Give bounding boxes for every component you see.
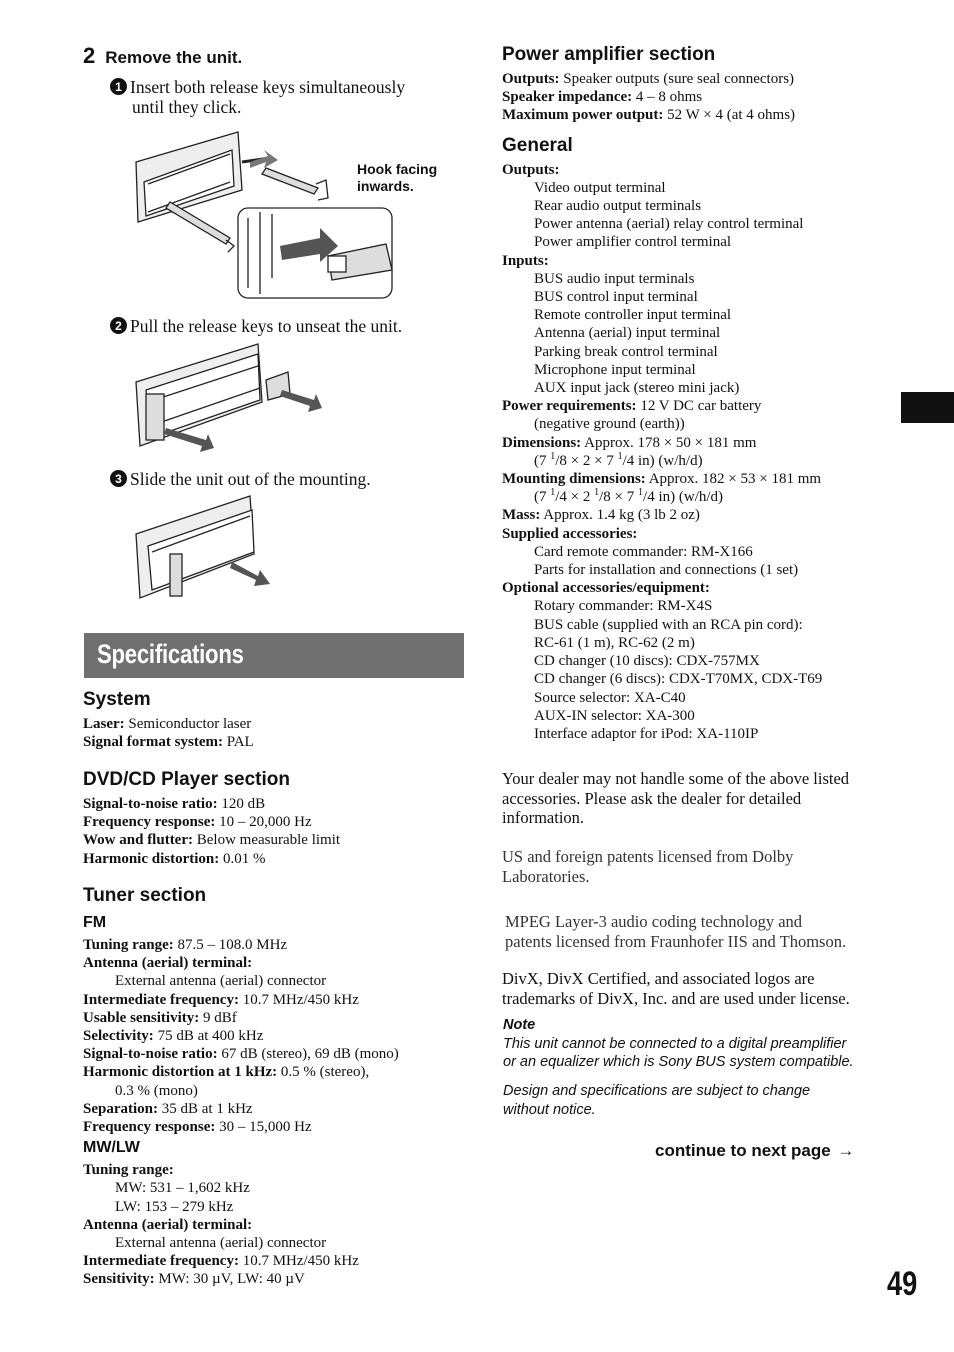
mwlw-antenna-value: External antenna (aerial) connector [115,1235,327,1252]
gen-optional-item: Interface adaptor for iPod: XA-110IP [534,725,759,742]
gen-mass-row [502,506,902,524]
gen-dimensions-label: Dimensions: [502,434,582,451]
fm-frequency-row [83,1118,465,1136]
gen-power-label: Power requirements: [502,398,637,415]
dim-in-part: /8 × 2 × 7 [555,452,618,469]
pa-outputs-label: Outputs: [502,71,560,87]
note-heading: Note [503,1017,536,1033]
pa-impedance-label: Speaker impedance: [502,89,633,106]
signal-format-value: PAL [222,734,254,751]
step-item-3-text: Slide the unit out of the mounting. [130,469,371,489]
pa-max-value: 52 W × 4 (at 4 ohms) [663,107,796,124]
gen-mounting-value: Approx. 182 × 53 × 181 mm [645,471,822,488]
dvd-row-label: Wow and flutter: [83,832,193,849]
dim-in-part: 1 [550,450,556,462]
dim-in-part: (7 [534,452,551,469]
mpeg-line: patents licensed from Fraunhofer IIS and Thomson. [505,931,847,951]
dvd-row [83,850,465,868]
divx-line: DivX, DivX Certified, and associated logos are [502,969,815,988]
general-heading: General [502,134,573,156]
gen-inputs-label: Inputs: [502,252,549,269]
dealer-line: Your dealer may not handle some of the above listed [502,769,850,788]
fm-hd-row [83,1063,465,1081]
fm-frequency-label: Frequency response: [83,1119,216,1136]
gen-power-value: 12 V DC car battery [636,398,762,415]
laser-label: Laser: [83,716,125,732]
fm-hd-value-2: 0.3 % (mono) [115,1082,198,1099]
step-heading [83,43,242,69]
mount-in-part: 1 [594,487,600,499]
fm-selectivity-row [83,1027,465,1045]
hook-label [357,161,437,195]
mwlw-if-value: 10.7 MHz/450 kHz [238,1253,359,1270]
gen-mass-value: Approx. 1.4 kg (3 lb 2 oz) [540,507,700,524]
gen-power-value-2: (negative ground (earth)) [534,416,685,433]
gen-input-item: BUS audio input terminals [534,270,695,287]
step-item-2 [110,316,402,336]
gen-optional-item: BUS cable (supplied with an RCA pin cord): [534,616,803,633]
hook-label-line-2: inwards. [357,178,414,194]
fm-selectivity-label: Selectivity: [83,1028,154,1045]
fm-if-row [83,991,465,1009]
laser-value: Semiconductor laser [124,716,252,732]
signal-format-label: Signal format system: [83,734,223,751]
gen-input-item: AUX input jack (stereo mini jack) [534,380,740,397]
dvd-row-value: 0.01 % [219,850,266,867]
mwlw-antenna-row [83,1216,465,1234]
mount-in-part: /8 × 7 [599,489,639,506]
fm-selectivity-value: 75 dB at 400 kHz [153,1028,264,1045]
mw-range: MW: 531 – 1,602 kHz [115,1180,250,1197]
mount-in-part: /4 × 2 [555,489,595,506]
mwlw-tuning-row [83,1161,465,1179]
dvd-row-value: 120 dB [217,796,266,812]
fm-separation-value: 35 dB at 1 kHz [158,1100,253,1117]
system-section [83,689,465,751]
dvd-row [83,831,465,849]
gen-output-item: Rear audio output terminals [534,198,702,215]
right-column [502,44,902,743]
gen-input-item: BUS control input terminal [534,289,698,306]
mwlw-tuning-label: Tuning range: [83,1162,174,1179]
step-item-2-text: Pull the release keys to unseat the unit. [130,316,403,336]
gen-mounting-row [502,470,902,488]
mwlw-antenna-label: Antenna (aerial) terminal: [83,1216,253,1233]
dvd-row [83,795,465,813]
step-item-1-number: 1 [110,78,127,95]
fm-antenna-row [83,954,465,972]
dealer-paragraph [502,769,849,828]
gen-optional-item: RC-61 (1 m), RC-62 (2 m) [534,634,695,651]
gen-supplied-label-row [502,525,902,543]
design-notice [503,1082,810,1119]
gen-power-row [502,397,902,415]
dealer-line: accessories. Please ask the dealer for detailed [502,788,802,808]
pa-max-row [502,106,902,124]
divx-paragraph [502,969,850,1008]
gen-inputs-label-row [502,252,902,270]
fm-separation-row [83,1100,465,1118]
dvd-row-label: Signal-to-noise ratio: [83,796,218,812]
gen-output-item: Power amplifier control terminal [534,234,732,251]
pa-impedance-row [502,88,902,106]
dvd-row [83,813,465,831]
step-item-1-text-2: until they click. [132,97,242,118]
dolby-line: US and foreign patents licensed from Dolby [502,847,794,866]
mount-in-part: 1 [638,487,644,499]
dim-in-part: 1 [617,450,623,462]
specifications-title: Specifications [97,639,244,669]
step-item-3-number: 3 [110,470,127,487]
gen-dimensions-value: Approx. 178 × 50 × 181 mm [581,434,757,451]
fm-snr-label: Signal-to-noise ratio: [83,1046,218,1063]
gen-supplied-item: Card remote commander: RM-X166 [534,543,753,560]
mwlw-sensitivity-label: Sensitivity: [83,1271,155,1288]
fm-snr-row [83,1045,465,1063]
mwlw-sensitivity-row [83,1270,465,1288]
gen-input-item: Remote controller input terminal [534,307,732,324]
gen-optional-label-row [502,579,902,597]
pa-max-label: Maximum power output: [502,107,664,124]
gen-optional-item: CD changer (6 discs): CDX-T70MX, CDX-T69 [534,671,823,688]
gen-input-item: Parking break control terminal [534,343,718,360]
pa-impedance-value: 4 – 8 ohms [632,89,703,106]
dim-in-part: /4 in) (w/h/d) [622,452,703,469]
fm-hd-label: Harmonic distortion at 1 kHz: [83,1064,278,1081]
mount-in-part: (7 [534,489,551,506]
gen-input-item: Microphone input terminal [534,361,696,378]
divx-line: trademarks of DivX, Inc. and are used under license. [502,988,850,1008]
fm-if-label: Intermediate frequency: [83,991,239,1008]
mwlw-sensitivity-value: MW: 30 µV, LW: 40 µV [154,1271,305,1288]
step-item-3 [110,469,371,489]
step-title: Remove the unit. [105,48,243,67]
gen-output-item: Power antenna (aerial) relay control terminal [534,216,804,233]
fm-usable-value: 9 dBf [199,1009,237,1026]
design-line: without notice. [503,1101,596,1118]
fm-usable-row [83,1009,465,1027]
release-keys-illustration [130,128,400,303]
fm-hd-value: 0.5 % (stereo), [277,1064,370,1081]
slide-out-illustration [132,494,280,606]
continue-link[interactable] [655,1141,854,1161]
section-tab-marker [901,392,954,423]
gen-dimensions-row [502,434,902,452]
signal-format-row [83,733,465,751]
pa-outputs-row [502,70,902,88]
laser-row [83,715,465,733]
dolby-line: Laboratories. [502,866,590,886]
design-line: Design and specifications are subject to change [503,1083,811,1099]
fm-antenna-value: External antenna (aerial) connector [115,973,327,990]
gen-mass-label: Mass: [502,507,541,524]
gen-optional-item: Rotary commander: RM-X4S [534,598,713,615]
dvd-row-value: Below measurable limit [193,832,341,849]
mwlw-if-label: Intermediate frequency: [83,1253,239,1270]
fm-heading: FM [83,914,107,931]
mwlw-if-row [83,1252,465,1270]
gen-input-item: Antenna (aerial) input terminal [534,325,721,342]
power-amp-heading: Power amplifier section [502,44,716,65]
note-block [503,1016,854,1072]
gen-optional-label: Optional accessories/equipment: [502,580,710,597]
gen-output-item: Video output terminal [534,179,666,196]
page-number: 49 [887,1265,918,1303]
step-item-1 [110,77,405,117]
fm-tuning-label: Tuning range: [83,937,174,953]
gen-supplied-item: Parts for installation and connections (1 set) [534,562,799,579]
note-line: or an equalizer which is Sony BUS system compatible. [503,1054,854,1070]
gen-mounting-label: Mounting dimensions: [502,471,646,488]
dvd-row-label: Harmonic distortion: [83,850,220,867]
gen-outputs-label-row [502,161,902,179]
fm-if-value: 10.7 MHz/450 kHz [238,991,359,1008]
hook-label-line-1: Hook facing [357,161,438,177]
unseat-unit-illustration [132,342,327,454]
dvd-section [83,769,465,868]
dealer-line: information. [502,808,585,827]
pa-outputs-value: Speaker outputs (sure seal connectors) [559,71,795,87]
fm-antenna-label: Antenna (aerial) terminal: [83,955,253,972]
fm-usable-label: Usable sensitivity: [83,1009,200,1026]
fm-frequency-value: 30 – 15,000 Hz [215,1119,312,1136]
specifications-banner [84,633,464,678]
dvd-row-value: 10 – 20,000 Hz [215,814,312,831]
tuner-heading: Tuner section [83,885,207,906]
gen-outputs-label: Outputs: [502,161,560,178]
mpeg-paragraph [505,912,846,951]
gen-optional-item: Source selector: XA-C40 [534,689,686,706]
gen-optional-item: AUX-IN selector: XA-300 [534,707,695,724]
lw-range: LW: 153 – 279 kHz [115,1198,234,1215]
system-heading: System [83,689,151,710]
step-item-2-number: 2 [110,317,127,334]
step-item-1-text-1: Insert both release keys simultaneously [130,77,406,97]
mount-in-part: /4 in) (w/h/d) [643,489,724,506]
fm-tuning-row [83,936,465,954]
gen-optional-item: CD changer (10 discs): CDX-757MX [534,653,760,670]
gen-dimensions-inches [502,452,902,470]
dvd-row-label: Frequency response: [83,814,216,831]
continue-text: continue to next page [655,1141,831,1160]
mpeg-line: MPEG Layer-3 audio coding technology and [505,912,803,931]
step-number: 2 [83,43,96,68]
dvd-heading: DVD/CD Player section [83,769,290,790]
arrow-right-icon: → [837,1141,855,1160]
fm-tuning-value: 87.5 – 108.0 MHz [173,937,288,953]
gen-mounting-inches [502,488,902,506]
dolby-paragraph [502,847,793,886]
mwlw-heading: MW/LW [83,1139,140,1157]
tuner-section [83,885,465,1289]
fm-separation-label: Separation: [83,1100,158,1117]
note-line: This unit cannot be connected to a digital preamplifier [503,1035,847,1052]
fm-snr-value: 67 dB (stereo), 69 dB (mono) [217,1046,399,1063]
mount-in-part: 1 [550,487,556,499]
gen-supplied-label: Supplied accessories: [502,525,638,542]
